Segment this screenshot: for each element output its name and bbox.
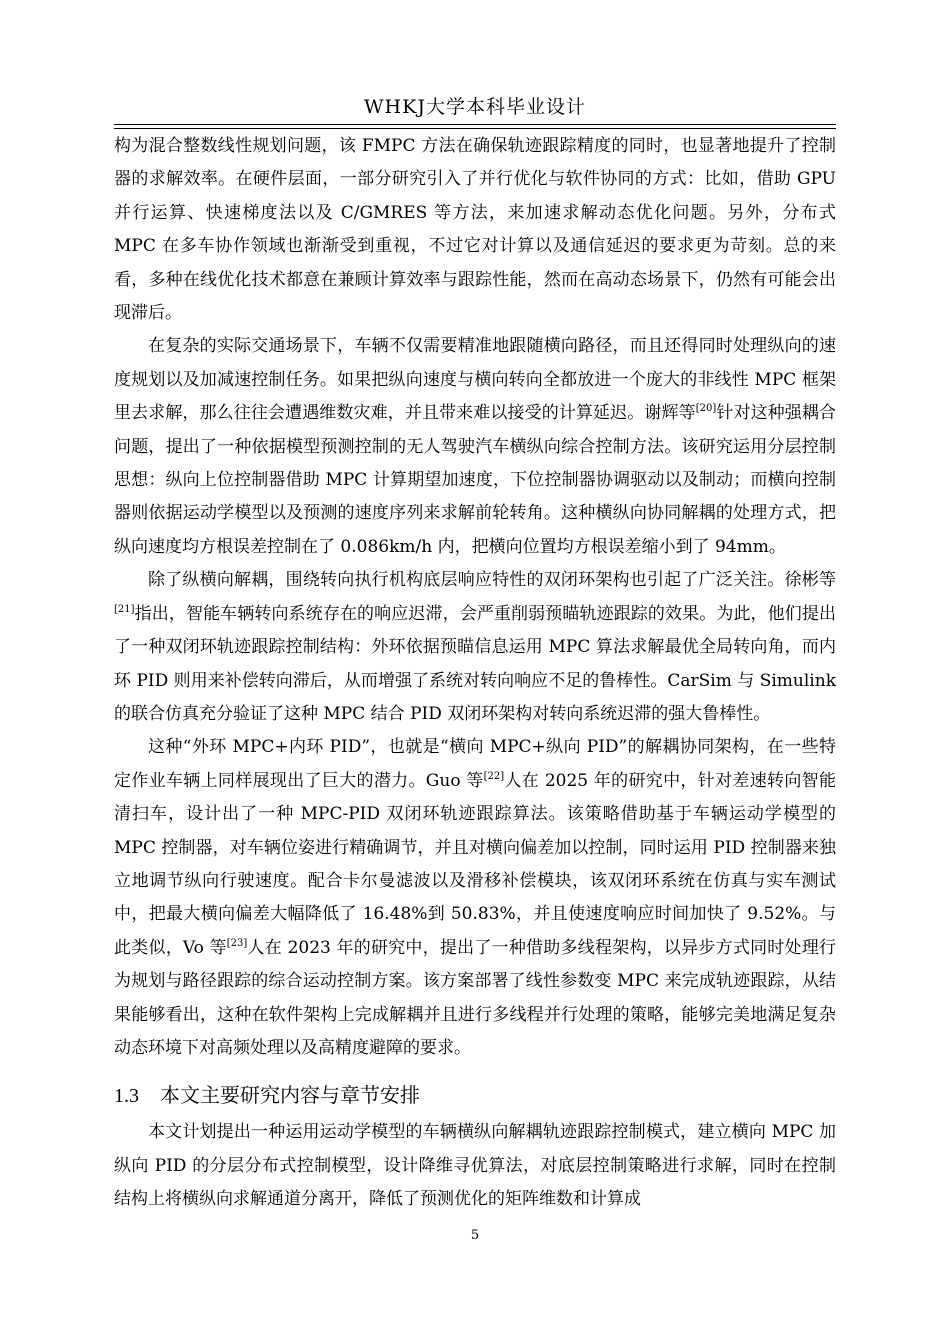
page-number: 5 [470, 1228, 480, 1243]
paragraph-text: 指出，智能车辆转向系统存在的响应迟滞，会严重削弱预瞄轨迹跟踪的效果。为此，他们提出了一种双闭环轨迹跟踪控制结构：外环依据预瞄信息运用 MPC 算法求解最优全局转向角，而内环 PID 则用来补偿转向滞后，从而增强了系统对转向响应不足的鲁棒性。CarSim 与 Simulink 的联合仿真充分验证了这种 MPC 结合 PID 双闭环架构对转向系统迟滞的强大鲁棒性。 [114, 603, 836, 724]
section-title: 本文主要研究内容与章节安排 [160, 1083, 420, 1108]
page-header: WHKJ大学本科毕业设计 [364, 96, 586, 118]
citation: [20] [695, 403, 717, 415]
body-text [114, 130, 836, 1217]
paragraph-text: 除了纵横向解耦，围绕转向执行机构底层响应特性的双闭环架构也引起了广泛关注。徐彬等 [148, 570, 836, 591]
paragraph-continued: 构为混合整数线性规划问题，该 FMPC 方法在确保轨迹跟踪精度的同时，也显著地提升了控制器的求解效率。在硬件层面，一部分研究引入了并行优化与软件协同的方式：比如，借助 GPU 并行运算、快速梯度法以及 C/GMRES 等方法，来加速求解动态优化问题。另外，分布式 MPC 在多车协作领域也渐渐受到重视，不过它对计算以及通信延迟的要求更为苛刻。总的来看，多种在线优化技术都意在兼顾计算效率与跟踪性能，然而在高动态场景下，仍然有可能会出现滞后。 [114, 136, 836, 324]
paragraph-mpc-pid [114, 731, 836, 1065]
header-rule-bottom [114, 128, 836, 129]
paragraph-text: 在复杂的实际交通场景下，车辆不仅需要精准地跟随横向路径，而且还得同时处理纵向的速度规划以及加减速控制任务。如果把纵向速度与横向转向全都放进一个庞大的非线性 MPC 框架里去求解，那么往往会遭遇维数灾难，并且带来难以接受的计算延迟。 [114, 336, 836, 424]
paragraph-text: 这种“外环 MPC+内环 PID”，也就是“横向 MPC+纵向 PID”的解耦协同架构，在一些特定作业车辆上同样展现出了巨大的潜力。Guo 等 [114, 737, 836, 791]
citation: [22] [483, 770, 505, 782]
paragraph-traffic-scene [114, 330, 836, 564]
paragraph-text: 人在 2023 年的研究中，提出了一种借助多线程架构，以异步方式同时处理行为规划与路径跟踪的综合运动控制方案。该方案部署了线性参数变 MPC 来完成轨迹跟踪，从结果能够看出，这种在软件架构上完成解耦并且进行多线程并行处理的策略，能够完美地满足复杂动态环境下对高频处理以及高精度避障的要求。 [114, 937, 836, 1058]
section-heading [114, 1079, 836, 1112]
section-number: 1.3 [114, 1085, 139, 1108]
paragraph-double-loop [114, 564, 836, 731]
header-rule-top [114, 124, 836, 125]
paragraph-text: 谢辉等 [644, 403, 696, 424]
paragraph-research-plan: 本文计划提出一种运用运动学模型的车辆横纵向解耦轨迹跟踪控制模式，建立横向 MPC 加纵向 PID 的分层分布式控制模型，设计降维寻优算法，对底层控制策略进行求解，同时在控制结构上将横纵向求解通道分离开，降低了预测优化的矩阵维数和计算成 [114, 1122, 836, 1210]
citation: [23] [226, 937, 248, 949]
paragraph-text: 针对这种强耦合问题，提出了一种依据模型预测控制的无人驾驶汽车横纵向综合控制方法。该研究运用分层控制思想：纵向上位控制器借助 MPC 计算期望加速度，下位控制器协调驱动以及制动；而横向控制器则依据运动学模型以及预测的速度序列来求解前轮转角。这种横纵向协同解耦的处理方式，把纵向速度均方根误差控制在了 0.086km/h 内，把横向位置均方根误差缩小到了 94mm。 [114, 403, 837, 557]
citation: [21] [114, 603, 135, 615]
paragraph-text: 人在 2025 年的研究中，针对差速转向智能清扫车，设计出了一种 MPC-PID 双闭环轨迹跟踪算法。该策略借助基于车辆运动学模型的 MPC 控制器，对车辆位姿进行精确调节，并且对横向偏差加以控制，同时运用 PID 控制器来独立地调节纵向行驶速度。配合卡尔曼滤波以及滑移补偿模块，该双闭环系统在仿真与实车测试中，把最大横向偏差大幅降低了 16.48%到 50.83%，并且使速度响应时间加快了 9.52%。与此类似，Vo 等 [114, 770, 836, 958]
